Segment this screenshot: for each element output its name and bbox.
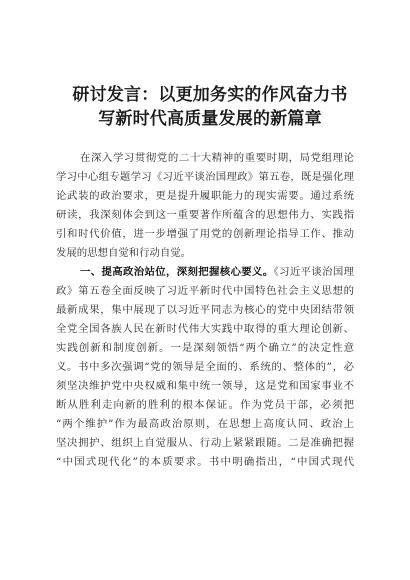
paragraph-1-line: 发展的思想自觉和行动自觉。 (56, 247, 192, 259)
paragraph-1-line: 学习中心组专题学习《习近平谈治国理政》第五卷，既是强化理 (56, 171, 354, 183)
paragraph-2-line: 政》第五卷全面反映了习近平新时代中国特色社会主义思想的 (56, 285, 354, 297)
paragraph-2-line: 须坚决维护党中央权威和集中统一领导，这是党和国家事业不 (56, 380, 354, 392)
paragraph-2-line: “中国式现代化”的本质要求。书中明确指出，“中国式现代 (56, 456, 354, 468)
section-heading: 一、提高政治站位，深刻把握核心要义。 (80, 266, 274, 278)
paragraph-2-line: 坚决拥护、组织上自觉服从、行动上紧紧跟随。二是准确把握 (56, 437, 354, 449)
paragraph-2-line: 断从胜利走向新的胜利的根本保证。作为党员干部，必须把 (56, 399, 354, 411)
document-title-line-1: 研讨发言：以更加务实的作风奋力书 (72, 85, 348, 105)
paragraph-2-line: 实践创新和制度创新。一是深刻领悟“两个确立”的决定性意 (56, 342, 354, 354)
section-heading-continuation: 《习近平谈治国理 (273, 266, 355, 278)
paragraph-1-line: 研读，我深刻体会到这一重要著作所蕴含的思想伟力、实践指 (56, 209, 354, 221)
paragraph-2-line: “两个维护”作为最高政治原则，在思想上高度认同、政治上 (56, 418, 354, 430)
paragraph-2-line: 义。书中多次强调“党的领导是全面的、系统的、整体的”，必 (56, 361, 354, 373)
paragraph-2-line: 最新成果，集中展现了以习近平同志为核心的党中央团结带领 (56, 304, 354, 316)
paragraph-2-first-line (80, 266, 354, 279)
paragraph-1-line: 在深入学习贯彻党的二十大精神的重要时期，局党组理论 (80, 152, 354, 164)
paragraph-1-line: 论武装的政治要求，更是提升履职能力的现实需要。通过系统 (56, 190, 354, 202)
document-title-line-2: 写新时代高质量发展的新篇章 (98, 109, 322, 129)
paragraph-2-line: 全党全国各族人民在新时代伟大实践中取得的重大理论创新、 (56, 323, 354, 335)
paragraph-1-line: 引和时代价值，进一步增强了用党的创新理论指导工作、推动 (56, 228, 354, 240)
